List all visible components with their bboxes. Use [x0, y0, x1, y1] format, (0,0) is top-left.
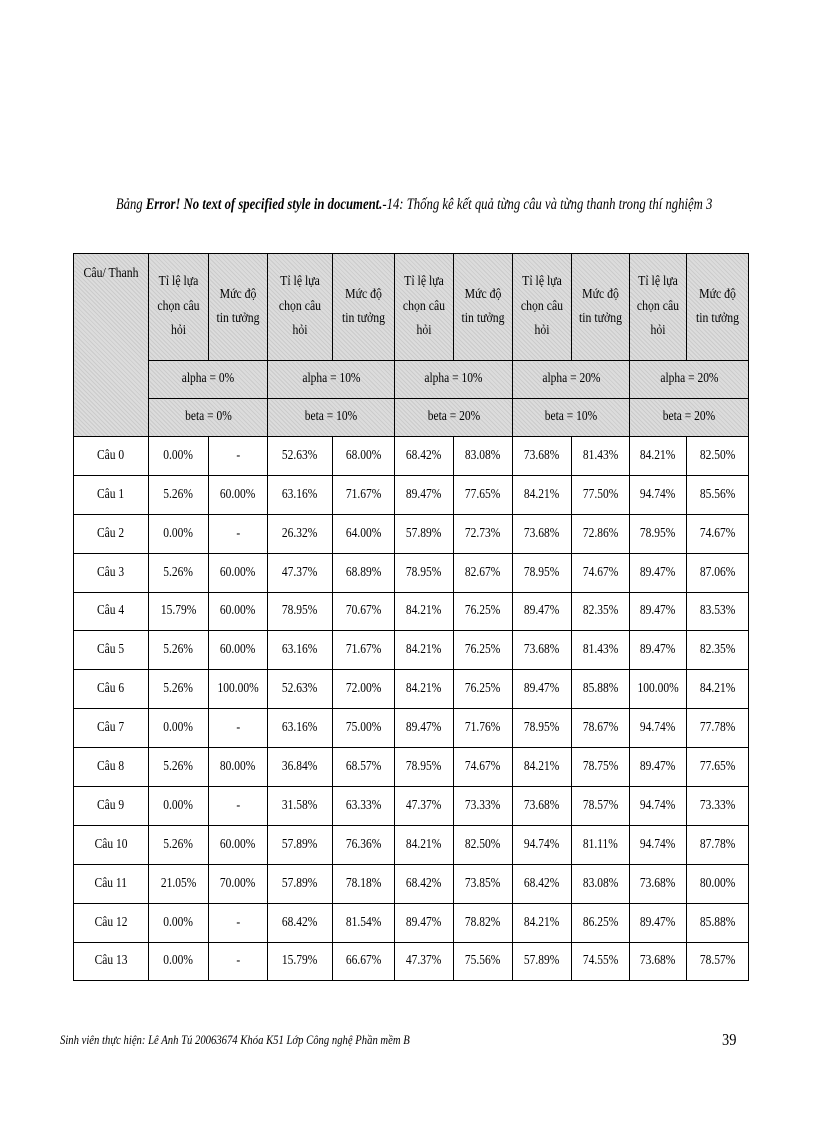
value-cell: 47.37%: [395, 787, 454, 826]
footer-author: Sinh viên thực hiện: Lê Anh Tú 20063674 Khóa K51 Lớp Công nghệ Phần mềm B: [60, 1032, 410, 1047]
row-label-cell: Câu 7: [74, 709, 149, 748]
value-cell: 83.08%: [454, 437, 513, 476]
value-cell: 94.74%: [630, 709, 687, 748]
table-row: [74, 748, 749, 787]
table-row: [74, 437, 749, 476]
value-cell: 84.21%: [395, 670, 454, 709]
header-select-rate: Tỉ lệ lựa chọn câu hỏi: [630, 254, 687, 361]
table-row: [74, 903, 749, 942]
value-cell: 82.50%: [454, 825, 513, 864]
value-cell: 89.47%: [395, 709, 454, 748]
value-cell: 5.26%: [149, 670, 209, 709]
value-cell: 5.26%: [149, 825, 209, 864]
value-cell: 89.47%: [395, 903, 454, 942]
value-cell: 72.00%: [333, 670, 395, 709]
value-cell: 63.16%: [268, 631, 333, 670]
caption-suffix: -14: Thống kê kết quả từng câu và từng thanh trong thí nghiệm 3: [382, 196, 713, 213]
value-cell: 71.67%: [333, 631, 395, 670]
alpha-cell: alpha = 10%: [268, 361, 395, 399]
value-cell: 73.68%: [513, 787, 572, 826]
row-label-cell: Câu 2: [74, 514, 149, 553]
value-cell: 77.65%: [687, 748, 749, 787]
value-cell: -: [209, 903, 268, 942]
value-cell: 87.06%: [687, 553, 749, 592]
value-cell: 0.00%: [149, 709, 209, 748]
value-cell: 81.11%: [572, 825, 630, 864]
value-cell: 0.00%: [149, 942, 209, 981]
value-cell: 60.00%: [209, 592, 268, 631]
value-cell: 82.35%: [687, 631, 749, 670]
value-cell: 47.37%: [268, 553, 333, 592]
value-cell: 73.68%: [513, 437, 572, 476]
value-cell: 73.85%: [454, 864, 513, 903]
value-cell: 73.68%: [513, 631, 572, 670]
value-cell: 66.67%: [333, 942, 395, 981]
value-cell: 5.26%: [149, 475, 209, 514]
value-cell: 84.21%: [687, 670, 749, 709]
value-cell: 84.21%: [513, 903, 572, 942]
row-label-cell: Câu 8: [74, 748, 149, 787]
value-cell: 94.74%: [630, 787, 687, 826]
value-cell: 74.67%: [572, 553, 630, 592]
table-row: [74, 825, 749, 864]
value-cell: 94.74%: [630, 825, 687, 864]
value-cell: 60.00%: [209, 553, 268, 592]
value-cell: 73.33%: [454, 787, 513, 826]
header-confidence: Mức độ tin tưởng: [687, 254, 749, 361]
value-cell: 21.05%: [149, 864, 209, 903]
value-cell: 78.75%: [572, 748, 630, 787]
table-row: [74, 787, 749, 826]
alpha-cell: alpha = 20%: [513, 361, 630, 399]
value-cell: 74.67%: [687, 514, 749, 553]
header-question-tone: Câu/ Thanh: [74, 254, 149, 437]
value-cell: 78.95%: [513, 553, 572, 592]
beta-row: [74, 399, 749, 437]
value-cell: 0.00%: [149, 787, 209, 826]
row-label-cell: Câu 11: [74, 864, 149, 903]
beta-cell: beta = 0%: [149, 399, 268, 437]
row-label-cell: Câu 1: [74, 475, 149, 514]
value-cell: 71.76%: [454, 709, 513, 748]
header-confidence: Mức độ tin tưởng: [572, 254, 630, 361]
header-confidence: Mức độ tin tưởng: [454, 254, 513, 361]
value-cell: 26.32%: [268, 514, 333, 553]
table-row: [74, 709, 749, 748]
value-cell: 77.78%: [687, 709, 749, 748]
header-select-rate: Tỉ lệ lựa chọn câu hỏi: [513, 254, 572, 361]
value-cell: 78.95%: [630, 514, 687, 553]
value-cell: 60.00%: [209, 475, 268, 514]
results-table: [73, 253, 749, 981]
header-confidence: Mức độ tin tưởng: [333, 254, 395, 361]
value-cell: 52.63%: [268, 670, 333, 709]
value-cell: 68.42%: [395, 437, 454, 476]
value-cell: 89.47%: [395, 475, 454, 514]
value-cell: 74.55%: [572, 942, 630, 981]
value-cell: 76.25%: [454, 592, 513, 631]
value-cell: 80.00%: [209, 748, 268, 787]
value-cell: 68.42%: [268, 903, 333, 942]
value-cell: 82.67%: [454, 553, 513, 592]
value-cell: 94.74%: [513, 825, 572, 864]
value-cell: 63.33%: [333, 787, 395, 826]
value-cell: 5.26%: [149, 553, 209, 592]
beta-cell: beta = 10%: [513, 399, 630, 437]
value-cell: 78.95%: [513, 709, 572, 748]
value-cell: 78.18%: [333, 864, 395, 903]
value-cell: 80.00%: [687, 864, 749, 903]
row-label-cell: Câu 13: [74, 942, 149, 981]
header-select-rate: Tỉ lệ lựa chọn câu hỏi: [149, 254, 209, 361]
value-cell: 72.73%: [454, 514, 513, 553]
value-cell: 82.35%: [572, 592, 630, 631]
value-cell: 78.57%: [687, 942, 749, 981]
value-cell: 57.89%: [395, 514, 454, 553]
value-cell: 89.47%: [630, 553, 687, 592]
row-label-cell: Câu 6: [74, 670, 149, 709]
table-row: [74, 514, 749, 553]
table-caption: [80, 196, 749, 214]
value-cell: 0.00%: [149, 437, 209, 476]
value-cell: 70.67%: [333, 592, 395, 631]
value-cell: 86.25%: [572, 903, 630, 942]
header-row: [74, 254, 749, 361]
value-cell: 15.79%: [149, 592, 209, 631]
value-cell: 72.86%: [572, 514, 630, 553]
row-label-cell: Câu 5: [74, 631, 149, 670]
value-cell: 78.95%: [395, 553, 454, 592]
value-cell: -: [209, 787, 268, 826]
value-cell: 64.00%: [333, 514, 395, 553]
table-row: [74, 670, 749, 709]
value-cell: 89.47%: [630, 592, 687, 631]
alpha-cell: alpha = 0%: [149, 361, 268, 399]
value-cell: 68.42%: [395, 864, 454, 903]
value-cell: 84.21%: [630, 437, 687, 476]
value-cell: 77.50%: [572, 475, 630, 514]
value-cell: 100.00%: [209, 670, 268, 709]
beta-cell: beta = 20%: [630, 399, 749, 437]
value-cell: 78.67%: [572, 709, 630, 748]
value-cell: 31.58%: [268, 787, 333, 826]
value-cell: 73.33%: [687, 787, 749, 826]
value-cell: 87.78%: [687, 825, 749, 864]
value-cell: 83.08%: [572, 864, 630, 903]
value-cell: 68.42%: [513, 864, 572, 903]
value-cell: 84.21%: [513, 475, 572, 514]
value-cell: 60.00%: [209, 631, 268, 670]
alpha-cell: alpha = 10%: [395, 361, 513, 399]
value-cell: 47.37%: [395, 942, 454, 981]
value-cell: -: [209, 514, 268, 553]
table-row: [74, 864, 749, 903]
header-select-rate: Tỉ lệ lựa chọn câu hỏi: [395, 254, 454, 361]
value-cell: 71.67%: [333, 475, 395, 514]
alpha-cell: alpha = 20%: [630, 361, 749, 399]
header-confidence: Mức độ tin tưởng: [209, 254, 268, 361]
value-cell: 89.47%: [513, 670, 572, 709]
value-cell: 82.50%: [687, 437, 749, 476]
value-cell: 84.21%: [395, 825, 454, 864]
value-cell: 78.95%: [268, 592, 333, 631]
row-label-cell: Câu 0: [74, 437, 149, 476]
value-cell: 60.00%: [209, 825, 268, 864]
value-cell: 68.57%: [333, 748, 395, 787]
value-cell: 89.47%: [630, 903, 687, 942]
value-cell: 100.00%: [630, 670, 687, 709]
caption-error-text: Error! No text of specified style in document.: [145, 196, 383, 213]
row-label-cell: Câu 9: [74, 787, 149, 826]
value-cell: 63.16%: [268, 475, 333, 514]
value-cell: 73.68%: [630, 942, 687, 981]
value-cell: 83.53%: [687, 592, 749, 631]
table-row: [74, 553, 749, 592]
value-cell: 5.26%: [149, 631, 209, 670]
value-cell: 89.47%: [630, 631, 687, 670]
value-cell: 81.43%: [572, 631, 630, 670]
value-cell: -: [209, 437, 268, 476]
value-cell: 77.65%: [454, 475, 513, 514]
beta-cell: beta = 10%: [268, 399, 395, 437]
value-cell: 84.21%: [513, 748, 572, 787]
value-cell: 76.25%: [454, 631, 513, 670]
value-cell: 75.00%: [333, 709, 395, 748]
value-cell: 84.21%: [395, 631, 454, 670]
row-label-cell: Câu 12: [74, 903, 149, 942]
value-cell: 73.68%: [513, 514, 572, 553]
value-cell: 74.67%: [454, 748, 513, 787]
value-cell: 89.47%: [630, 748, 687, 787]
value-cell: 84.21%: [395, 592, 454, 631]
value-cell: 5.26%: [149, 748, 209, 787]
value-cell: 15.79%: [268, 942, 333, 981]
table-row: [74, 592, 749, 631]
value-cell: 76.36%: [333, 825, 395, 864]
caption-prefix: Bảng: [115, 196, 146, 213]
value-cell: 81.43%: [572, 437, 630, 476]
table-row: [74, 631, 749, 670]
value-cell: 52.63%: [268, 437, 333, 476]
value-cell: 81.54%: [333, 903, 395, 942]
header-select-rate: Tỉ lệ lựa chọn câu hỏi: [268, 254, 333, 361]
table-row: [74, 942, 749, 981]
page-number: 39: [722, 1030, 737, 1049]
value-cell: 63.16%: [268, 709, 333, 748]
value-cell: 89.47%: [513, 592, 572, 631]
value-cell: 78.95%: [395, 748, 454, 787]
value-cell: 78.82%: [454, 903, 513, 942]
row-label-cell: Câu 3: [74, 553, 149, 592]
value-cell: 70.00%: [209, 864, 268, 903]
table-row: [74, 475, 749, 514]
value-cell: 85.56%: [687, 475, 749, 514]
value-cell: 57.89%: [513, 942, 572, 981]
value-cell: 68.89%: [333, 553, 395, 592]
value-cell: 36.84%: [268, 748, 333, 787]
value-cell: 76.25%: [454, 670, 513, 709]
value-cell: 57.89%: [268, 864, 333, 903]
value-cell: 68.00%: [333, 437, 395, 476]
value-cell: -: [209, 942, 268, 981]
value-cell: 94.74%: [630, 475, 687, 514]
value-cell: 75.56%: [454, 942, 513, 981]
value-cell: 85.88%: [572, 670, 630, 709]
beta-cell: beta = 20%: [395, 399, 513, 437]
alpha-row: [74, 361, 749, 399]
row-label-cell: Câu 4: [74, 592, 149, 631]
value-cell: -: [209, 709, 268, 748]
value-cell: 73.68%: [630, 864, 687, 903]
value-cell: 78.57%: [572, 787, 630, 826]
value-cell: 85.88%: [687, 903, 749, 942]
row-label-cell: Câu 10: [74, 825, 149, 864]
value-cell: 57.89%: [268, 825, 333, 864]
value-cell: 0.00%: [149, 514, 209, 553]
value-cell: 0.00%: [149, 903, 209, 942]
